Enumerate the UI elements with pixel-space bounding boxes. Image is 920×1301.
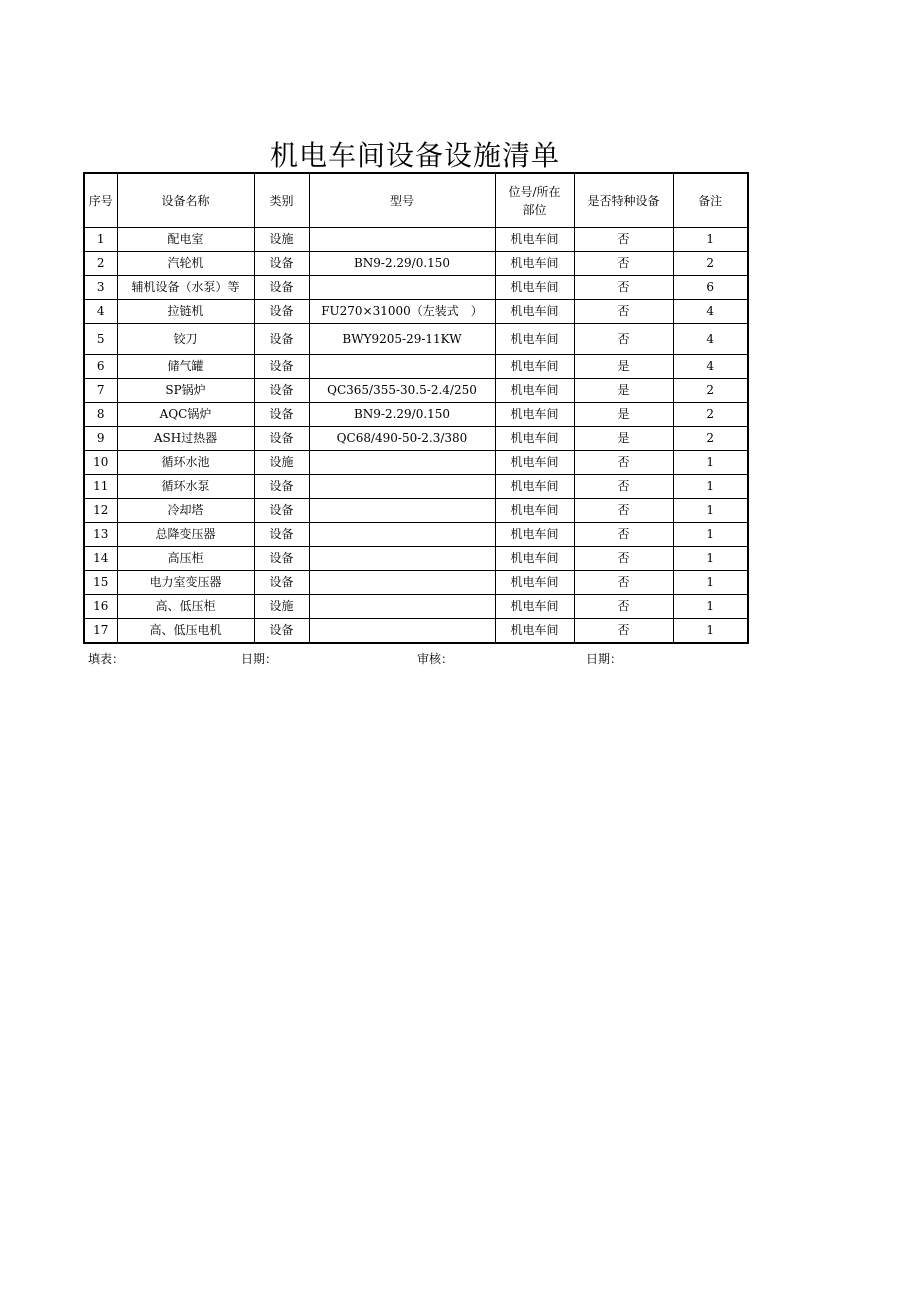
cell-name: 储气罐 — [117, 355, 254, 379]
header-model: 型号 — [309, 173, 495, 228]
cell-name: 高、低压电机 — [117, 619, 254, 644]
cell-location: 机电车间 — [495, 595, 574, 619]
cell-model — [309, 547, 495, 571]
table-row — [84, 619, 748, 644]
cell-location: 机电车间 — [495, 475, 574, 499]
cell-remark: 6 — [673, 276, 748, 300]
cell-special: 否 — [574, 619, 673, 644]
cell-category: 设施 — [254, 451, 309, 475]
cell-location: 机电车间 — [495, 252, 574, 276]
table-row — [84, 451, 748, 475]
cell-location: 机电车间 — [495, 324, 574, 355]
cell-seq: 6 — [84, 355, 117, 379]
cell-special: 否 — [574, 252, 673, 276]
cell-seq: 8 — [84, 403, 117, 427]
cell-category: 设备 — [254, 619, 309, 644]
table-row — [84, 324, 748, 355]
cell-category: 设备 — [254, 427, 309, 451]
cell-name: 铰刀 — [117, 324, 254, 355]
cell-remark: 1 — [673, 228, 748, 252]
cell-remark: 2 — [673, 427, 748, 451]
footer-date-label-1: 日期： — [241, 652, 278, 666]
cell-category: 设施 — [254, 595, 309, 619]
header-seq: 序号 — [84, 173, 117, 228]
cell-remark: 1 — [673, 475, 748, 499]
cell-special: 否 — [574, 276, 673, 300]
header-location-line1: 位号/所在 — [508, 184, 561, 199]
cell-category: 设备 — [254, 475, 309, 499]
cell-location: 机电车间 — [495, 451, 574, 475]
cell-remark: 1 — [673, 451, 748, 475]
cell-model — [309, 571, 495, 595]
header-location — [495, 173, 574, 228]
cell-location: 机电车间 — [495, 547, 574, 571]
table-row — [84, 300, 748, 324]
cell-remark: 2 — [673, 379, 748, 403]
header-location-line2: 部位 — [522, 202, 547, 217]
cell-location: 机电车间 — [495, 523, 574, 547]
cell-model: BN9-2.29/0.150 — [309, 403, 495, 427]
cell-name: AQC锅炉 — [117, 403, 254, 427]
cell-special: 否 — [574, 523, 673, 547]
cell-category: 设备 — [254, 403, 309, 427]
cell-remark: 2 — [673, 252, 748, 276]
cell-name: 配电室 — [117, 228, 254, 252]
cell-model: BWY9205-29-11KW — [309, 324, 495, 355]
table-row — [84, 379, 748, 403]
cell-seq: 14 — [84, 547, 117, 571]
cell-special: 否 — [574, 475, 673, 499]
table-row — [84, 252, 748, 276]
cell-special: 否 — [574, 571, 673, 595]
cell-model — [309, 523, 495, 547]
cell-category: 设备 — [254, 379, 309, 403]
cell-remark: 1 — [673, 571, 748, 595]
cell-seq: 3 — [84, 276, 117, 300]
cell-special: 否 — [574, 228, 673, 252]
cell-remark: 1 — [673, 499, 748, 523]
table-row — [84, 403, 748, 427]
cell-special: 是 — [574, 403, 673, 427]
cell-special: 否 — [574, 595, 673, 619]
cell-model — [309, 451, 495, 475]
cell-seq: 13 — [84, 523, 117, 547]
header-remark: 备注 — [673, 173, 748, 228]
cell-name: 循环水池 — [117, 451, 254, 475]
cell-special: 否 — [574, 547, 673, 571]
header-category: 类别 — [254, 173, 309, 228]
cell-seq: 16 — [84, 595, 117, 619]
footer-filler-label: 填表： — [88, 652, 125, 666]
table-row — [84, 523, 748, 547]
cell-special: 否 — [574, 499, 673, 523]
cell-remark: 1 — [673, 547, 748, 571]
cell-location: 机电车间 — [495, 427, 574, 451]
cell-special: 是 — [574, 379, 673, 403]
cell-special: 否 — [574, 451, 673, 475]
equipment-table — [83, 172, 749, 644]
cell-name: SP锅炉 — [117, 379, 254, 403]
table-row — [84, 499, 748, 523]
cell-model — [309, 228, 495, 252]
cell-name: ASH过热器 — [117, 427, 254, 451]
table-row — [84, 547, 748, 571]
cell-seq: 17 — [84, 619, 117, 644]
cell-seq: 1 — [84, 228, 117, 252]
cell-name: 电力室变压器 — [117, 571, 254, 595]
page-title: 机电车间设备设施清单 — [269, 139, 560, 172]
table-row — [84, 427, 748, 451]
header-name: 设备名称 — [117, 173, 254, 228]
cell-seq: 9 — [84, 427, 117, 451]
table-row — [84, 276, 748, 300]
cell-remark: 1 — [673, 523, 748, 547]
cell-category: 设备 — [254, 252, 309, 276]
cell-special: 否 — [574, 300, 673, 324]
cell-location: 机电车间 — [495, 499, 574, 523]
cell-model — [309, 355, 495, 379]
cell-location: 机电车间 — [495, 379, 574, 403]
cell-remark: 1 — [673, 595, 748, 619]
table-row — [84, 228, 748, 252]
cell-name: 高、低压柜 — [117, 595, 254, 619]
cell-remark: 4 — [673, 355, 748, 379]
cell-category: 设备 — [254, 523, 309, 547]
cell-model — [309, 276, 495, 300]
cell-category: 设备 — [254, 547, 309, 571]
cell-location: 机电车间 — [495, 228, 574, 252]
cell-seq: 7 — [84, 379, 117, 403]
cell-remark: 4 — [673, 324, 748, 355]
cell-location: 机电车间 — [495, 300, 574, 324]
cell-model: FU270×31000（左装式 ） — [309, 300, 495, 324]
cell-special: 是 — [574, 355, 673, 379]
cell-location: 机电车间 — [495, 571, 574, 595]
table-header-row — [84, 173, 748, 228]
footer-reviewer-label: 审核： — [417, 652, 454, 666]
cell-category: 设备 — [254, 355, 309, 379]
cell-seq: 10 — [84, 451, 117, 475]
cell-name: 循环水泵 — [117, 475, 254, 499]
table-row — [84, 355, 748, 379]
table-body — [84, 228, 748, 644]
cell-category: 设施 — [254, 228, 309, 252]
cell-location: 机电车间 — [495, 276, 574, 300]
cell-special: 否 — [574, 324, 673, 355]
cell-name: 辅机设备（水泵）等 — [117, 276, 254, 300]
cell-seq: 15 — [84, 571, 117, 595]
cell-category: 设备 — [254, 499, 309, 523]
table-row — [84, 475, 748, 499]
cell-remark: 4 — [673, 300, 748, 324]
cell-name: 总降变压器 — [117, 523, 254, 547]
cell-seq: 2 — [84, 252, 117, 276]
cell-category: 设备 — [254, 324, 309, 355]
cell-special: 是 — [574, 427, 673, 451]
header-special: 是否特种设备 — [574, 173, 673, 228]
cell-model: BN9-2.29/0.150 — [309, 252, 495, 276]
cell-name: 汽轮机 — [117, 252, 254, 276]
cell-name: 高压柜 — [117, 547, 254, 571]
cell-model — [309, 595, 495, 619]
cell-remark: 2 — [673, 403, 748, 427]
cell-seq: 12 — [84, 499, 117, 523]
cell-model — [309, 475, 495, 499]
cell-location: 机电车间 — [495, 355, 574, 379]
cell-category: 设备 — [254, 571, 309, 595]
cell-seq: 4 — [84, 300, 117, 324]
cell-name: 拉链机 — [117, 300, 254, 324]
cell-name: 冷却塔 — [117, 499, 254, 523]
table-row — [84, 571, 748, 595]
cell-category: 设备 — [254, 276, 309, 300]
cell-location: 机电车间 — [495, 619, 574, 644]
cell-model: QC68/490-50-2.3/380 — [309, 427, 495, 451]
cell-seq: 11 — [84, 475, 117, 499]
cell-remark: 1 — [673, 619, 748, 644]
cell-model: QC365/355-30.5-2.4/250 — [309, 379, 495, 403]
cell-seq: 5 — [84, 324, 117, 355]
cell-model — [309, 619, 495, 644]
table-row — [84, 595, 748, 619]
cell-model — [309, 499, 495, 523]
cell-category: 设备 — [254, 300, 309, 324]
cell-location: 机电车间 — [495, 403, 574, 427]
footer-date-label-2: 日期： — [586, 652, 623, 666]
